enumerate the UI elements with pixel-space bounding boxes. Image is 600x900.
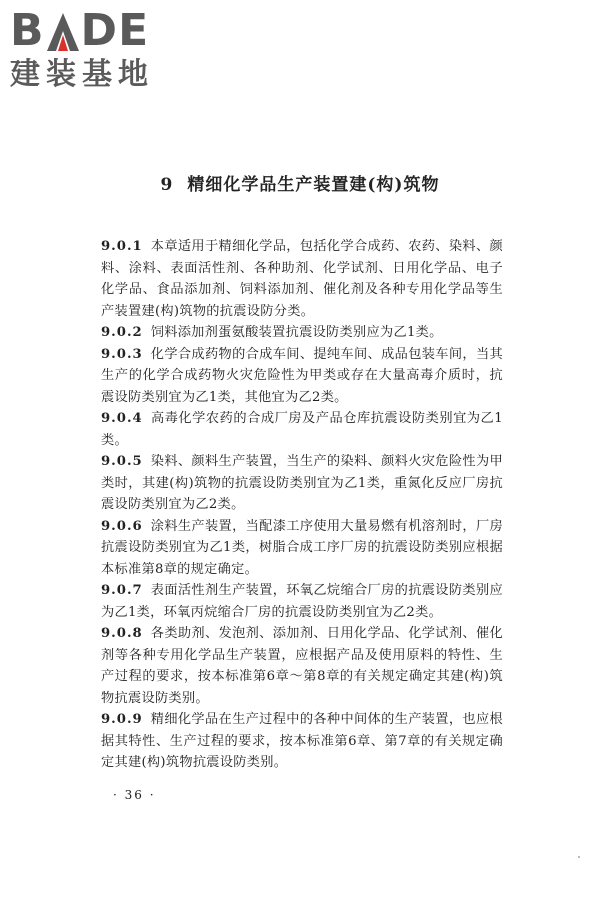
clause-number: 9.0.4 (101, 411, 143, 426)
clause-text: 本章适用于精细化学品，包括化学合成药、农药、染料、颜料、涂料、表面活性剂、各种助剂、化学试剂、日用化学品、电子化学品、食品添加剂、饲料添加剂、催化剂及各种专用化学品等生产装置建(构)筑物的抗震设防分类。 (101, 239, 503, 319)
logo-wordmark (10, 5, 185, 56)
clause-paragraph (101, 623, 503, 709)
clause-text: 高毒化学农药的合成厂房及产品仓库抗震设防类别宜为乙1类。 (101, 411, 503, 448)
clause-text: 涂料生产装置，当配漆工序使用大量易燃有机溶剂时，厂房抗震设防类别宜为乙1类，树脂合成工序厂房的抗震设防类别应根据本标准第8章的规定确定。 (101, 518, 503, 577)
clause-number: 9.0.7 (101, 583, 143, 598)
clause-paragraph (101, 408, 503, 451)
clause-text: 染料、颜料生产装置，当生产的染料、颜料火灾危险性为甲类时，其建(构)筑物的抗震设防类别宜为乙1类，重氮化反应厂房抗震设防类别宜为乙2类。 (101, 454, 503, 512)
clause-text: 精细化学品在生产过程中的各种中间体的生产装置，也应根据其特性、生产过程的要求，按本标准第6章、第7章的有关规定确定其建(构)筑物抗震设防类别。 (101, 712, 503, 770)
clause-paragraph (101, 580, 503, 623)
logo-letter-b: B (10, 5, 45, 56)
clause-list (101, 236, 503, 774)
clause-number: 9.0.5 (101, 454, 143, 469)
clause-text: 饲料添加剂蛋氨酸装置抗震设防类别应为乙1类。 (150, 325, 443, 340)
clause-paragraph (101, 236, 503, 322)
clause-number: 9.0.9 (101, 712, 143, 727)
logo (10, 5, 185, 92)
chapter-number: 9 (160, 175, 174, 195)
clause-paragraph (101, 516, 503, 581)
scan-speck (578, 856, 580, 858)
chapter-title-text: 精细化学品生产装置建(构)筑物 (187, 175, 440, 195)
clause-paragraph (101, 322, 503, 344)
page-number: · 36 · (113, 788, 156, 802)
clause-paragraph (101, 709, 503, 774)
clause-text: 表面活性剂生产装置，环氧乙烷缩合厂房的抗震设防类别应为乙1类，环氧丙烷缩合厂房的抗震设防类别宜为乙2类。 (101, 583, 503, 620)
clause-number: 9.0.1 (101, 239, 143, 254)
logo-subtitle: 建装基地 (10, 57, 154, 92)
logo-letters-de: DE (80, 5, 150, 56)
clause-text: 化学合成药物的合成车间、提纯车间、成品包装车间，当其生产的化学合成药物火灾危险性为甲类或存在大量高毒介质时，抗震设防类别宜为乙1类，其他宜为乙2类。 (101, 346, 503, 405)
clause-number: 9.0.2 (101, 325, 143, 340)
clause-number: 9.0.6 (101, 518, 143, 534)
clause-number: 9.0.8 (101, 626, 143, 641)
clause-number: 9.0.3 (101, 346, 143, 362)
logo-letter-a-mark (46, 11, 80, 51)
clause-paragraph (101, 451, 503, 516)
clause-paragraph (101, 344, 503, 409)
chapter-title (0, 170, 600, 195)
clause-text: 各类助剂、发泡剂、添加剂、日用化学品、化学试剂、催化剂等各种专用化学品生产装置，应根据产品及使用原料的特性、生产过程的要求，按本标准第6章～第8章的有关规定确定其建(构)筑物抗震设防类别。 (101, 626, 503, 706)
